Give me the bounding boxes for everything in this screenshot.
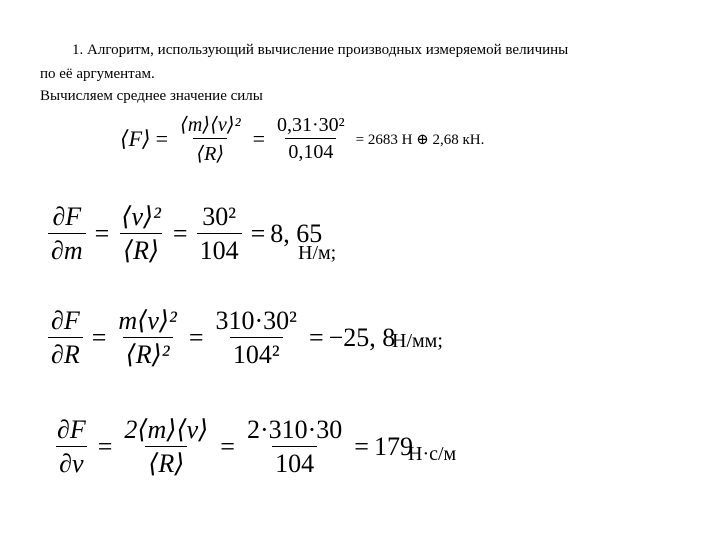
formula4-numerator: 2⟨m⟩⟨v⟩ — [124, 415, 209, 444]
formula2-unit: Н/м; — [298, 242, 337, 264]
formula4-value: 179 — [373, 432, 413, 461]
formula1-denominator: ⟨R⟩ — [193, 138, 227, 166]
formula-dF-dm — [44, 202, 322, 266]
formula2-lhs-num: ∂F — [52, 202, 82, 231]
equals-sign: = — [97, 432, 113, 461]
formula3-numeric-denominator: 104² — [230, 337, 283, 370]
formula4-denominator: ⟨R⟩ — [145, 446, 187, 479]
formula3-numeric-fraction — [212, 306, 299, 370]
formula4-fraction — [121, 415, 211, 479]
equals-sign: = — [252, 126, 265, 151]
equals-sign: = — [220, 432, 235, 461]
formula3-fraction — [115, 306, 179, 370]
formula3-value: −25, 8 — [328, 323, 396, 352]
formula3-numerator: m⟨v⟩² — [118, 306, 177, 335]
formula3-denominator: ⟨R⟩² — [123, 337, 173, 370]
formula2-lhs-den: ∂m — [48, 233, 86, 266]
formula4-lhs-den: ∂v — [56, 446, 86, 479]
formula2-numeric-fraction — [197, 202, 242, 266]
formula2-fraction — [118, 202, 164, 266]
formula1-lhs: ⟨F⟩ — [120, 126, 151, 151]
equals-sign: = — [155, 126, 169, 151]
formula2-numeric-numerator: 30² — [202, 202, 236, 231]
formula2-derivative — [48, 202, 86, 266]
formula1-result: = 2683 Н ⊕ 2,68 кН. — [355, 131, 485, 148]
formula4-numeric-fraction — [244, 415, 345, 479]
formula1-numeric-denominator: 0,104 — [285, 138, 336, 164]
formula-dF-dR — [44, 306, 395, 370]
equals-sign: = — [91, 323, 107, 352]
formula2-numerator: ⟨v⟩² — [121, 202, 161, 231]
equals-sign: = — [94, 219, 110, 248]
paragraph-line-1: 1. Алгоритм, использующий вычисление производных измеряемой величины — [72, 42, 569, 58]
formula4-derivative — [54, 415, 89, 479]
equals-sign: = — [308, 323, 324, 352]
equals-sign: = — [354, 432, 369, 461]
formula3-unit: Н/мм; — [392, 330, 443, 352]
equals-sign: = — [250, 219, 266, 248]
formula-mean-force — [120, 112, 484, 166]
formula3-derivative — [48, 306, 83, 370]
formula2-denominator: ⟨R⟩ — [120, 233, 162, 266]
formula1-fraction — [177, 112, 244, 166]
paragraph-line-3: Вычисляем среднее значение силы — [40, 88, 263, 104]
formula4-lhs-num: ∂F — [57, 415, 86, 444]
formula3-lhs-num: ∂F — [51, 306, 80, 335]
formula1-numeric-fraction — [274, 114, 348, 164]
formula2-value: 8, 65 — [270, 219, 323, 248]
formula1-numeric-numerator: 0,31·30² — [276, 114, 345, 136]
equals-sign: = — [172, 219, 188, 248]
formula4-numeric-numerator: 2·310·30 — [246, 415, 343, 444]
formula-dF-dv — [50, 415, 413, 479]
paragraph-line-2: по её аргументам. — [40, 66, 155, 82]
formula4-unit: Н·с/м — [408, 443, 457, 465]
formula4-numeric-denominator: 104 — [272, 446, 317, 479]
formula3-lhs-den: ∂R — [48, 337, 83, 370]
formula1-numerator: ⟨m⟩⟨v⟩² — [180, 114, 241, 136]
formula3-numeric-numerator: 310·30² — [215, 306, 297, 335]
formula2-numeric-denominator: 104 — [197, 233, 242, 266]
equals-sign: = — [188, 323, 204, 352]
